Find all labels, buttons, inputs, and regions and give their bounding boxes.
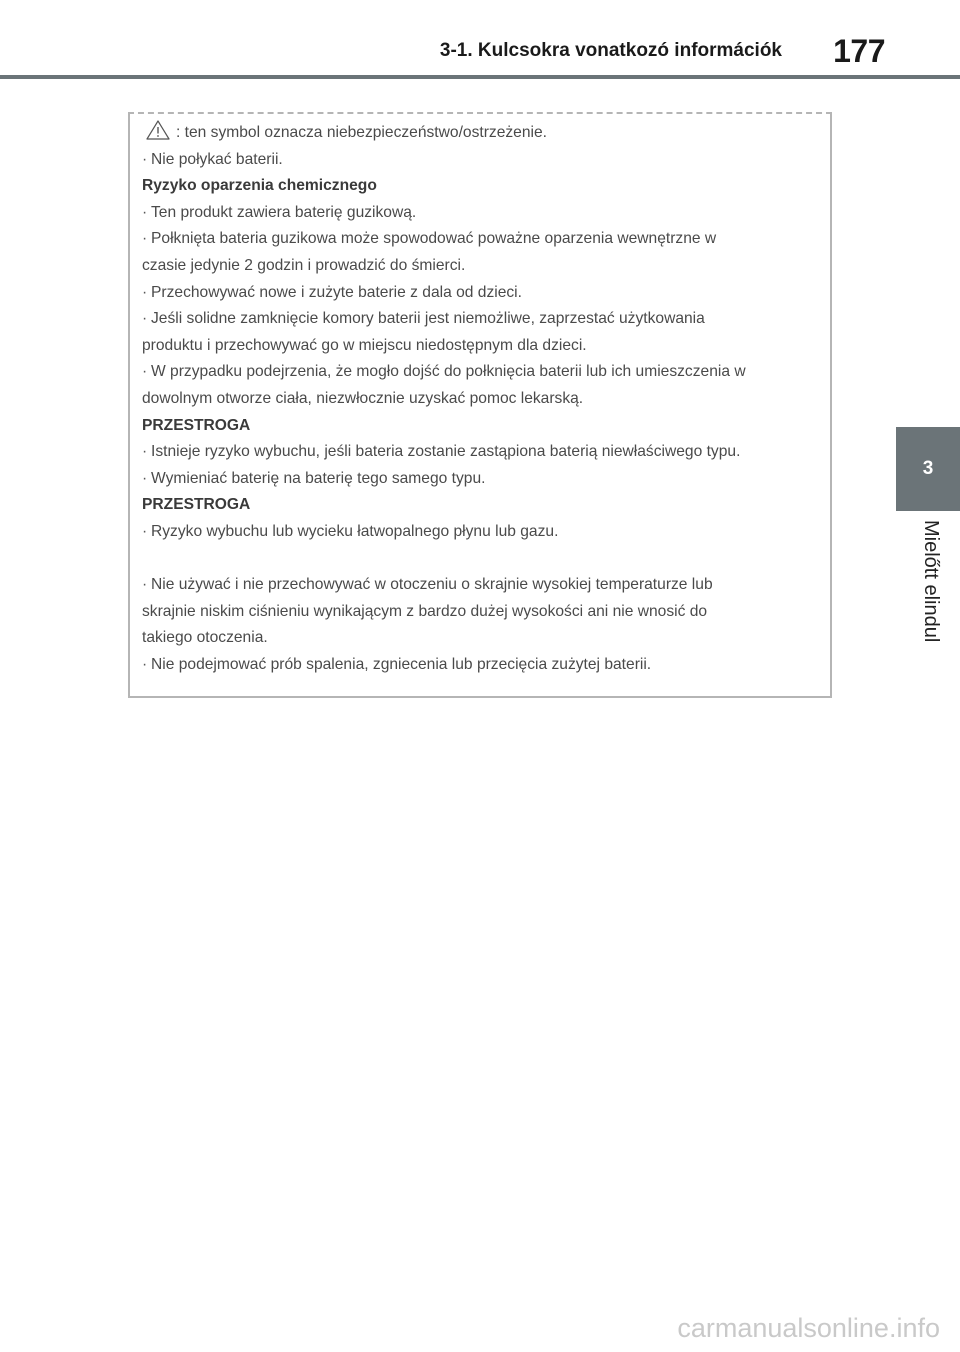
line-text: Istnieje ryzyko wybuchu, jeśli bateria zostanie zastąpiona baterią niewłaściwego typu. xyxy=(151,443,741,461)
bullet-icon: · xyxy=(142,363,148,381)
bullet-icon: · xyxy=(142,443,148,461)
chapter-tab xyxy=(896,427,960,511)
warning-bullet-line xyxy=(142,439,822,466)
bullet-icon: · xyxy=(142,576,148,594)
line-text: Ten produkt zawiera baterię guzikową. xyxy=(151,203,417,221)
line-text: W przypadku podejrzenia, że mogło dojść do połknięcia baterii lub ich umieszczenia w xyxy=(151,363,746,381)
line-text: Przechowywać nowe i zużyte baterie z dala od dzieci. xyxy=(151,283,522,301)
warning-bullet-line xyxy=(142,306,822,333)
warning-content xyxy=(142,120,822,678)
warning-bullet-line xyxy=(142,466,822,493)
warning-continuation-line xyxy=(142,253,822,280)
line-text: Nie używać i nie przechowywać w otoczeniu o skrajnie wysokiej temperaturze lub xyxy=(151,576,713,594)
line-text: Nie podejmować prób spalenia, zgniecenia lub przecięcia zużytej baterii. xyxy=(151,655,652,673)
section-title: 3-1. Kulcsokra vonatkozó információk xyxy=(439,40,782,61)
page-number: 177 xyxy=(833,33,885,69)
warning-bullet-line xyxy=(142,280,822,307)
warning-bullet-line xyxy=(142,359,822,386)
warning-bullet-line xyxy=(142,519,822,546)
chapter-number: 3 xyxy=(922,458,934,479)
line-text: Wymieniać baterię na baterię tego samego typu. xyxy=(151,469,486,487)
warning-bullet-line xyxy=(142,226,822,253)
header-rule xyxy=(0,75,960,79)
warning-heading xyxy=(142,173,822,200)
line-text: Ryzyko oparzenia chemicznego xyxy=(142,177,377,195)
watermark: carmanualsonline.info xyxy=(677,1313,940,1343)
warning-symbol-text: : ten symbol oznacza niebezpieczeństwo/ostrzeżenie. xyxy=(176,124,547,141)
chapter-label: Mielőtt elindul xyxy=(920,520,942,643)
warning-bullet-line xyxy=(142,200,822,227)
line-text: dowolnym otworze ciała, niezwłocznie uzyskać pomoc lekarską. xyxy=(142,389,584,407)
bullet-icon: · xyxy=(142,150,148,168)
line-text: PRZESTROGA xyxy=(142,416,251,434)
warning-bullet-line xyxy=(142,147,822,174)
bullet-icon: · xyxy=(142,310,148,328)
bullet-icon: · xyxy=(142,655,148,673)
line-text: PRZESTROGA xyxy=(142,496,251,514)
bullet-icon: · xyxy=(142,283,148,301)
line-text: Ryzyko wybuchu lub wycieku łatwopalnego płynu lub gazu. xyxy=(151,522,559,540)
line-text: Połknięta bateria guzikowa może spowodować poważne oparzenia wewnętrzne w xyxy=(151,230,717,248)
line-text: takiego otoczenia. xyxy=(142,629,268,647)
bullet-icon: · xyxy=(142,469,148,487)
bullet-icon: · xyxy=(142,203,148,221)
warning-bullet-line xyxy=(142,652,822,679)
page-header xyxy=(0,0,960,80)
warning-triangle-icon xyxy=(146,120,170,140)
warning-continuation-line xyxy=(142,333,822,360)
line-text: Nie połykać baterii. xyxy=(151,150,283,168)
bullet-icon: · xyxy=(142,230,148,248)
warning-continuation-line xyxy=(142,599,822,626)
spacer xyxy=(142,546,822,573)
warning-symbol-line xyxy=(142,120,822,147)
battery-warning-box xyxy=(128,112,832,698)
warning-continuation-line xyxy=(142,386,822,413)
warning-heading xyxy=(142,413,822,440)
line-text: produktu i przechowywać go w miejscu niedostępnym dla dzieci. xyxy=(142,336,587,354)
line-text: Jeśli solidne zamknięcie komory baterii jest niemożliwe, zaprzestać użytkowania xyxy=(151,310,705,328)
bullet-icon: · xyxy=(142,522,148,540)
warning-bullet-line xyxy=(142,572,822,599)
line-text: skrajnie niskim ciśnieniu wynikającym z bardzo dużej wysokości ani nie wnosić do xyxy=(142,602,708,620)
warning-heading xyxy=(142,492,822,519)
warning-continuation-line xyxy=(142,625,822,652)
line-text: czasie jedynie 2 godzin i prowadzić do śmierci. xyxy=(142,256,466,274)
